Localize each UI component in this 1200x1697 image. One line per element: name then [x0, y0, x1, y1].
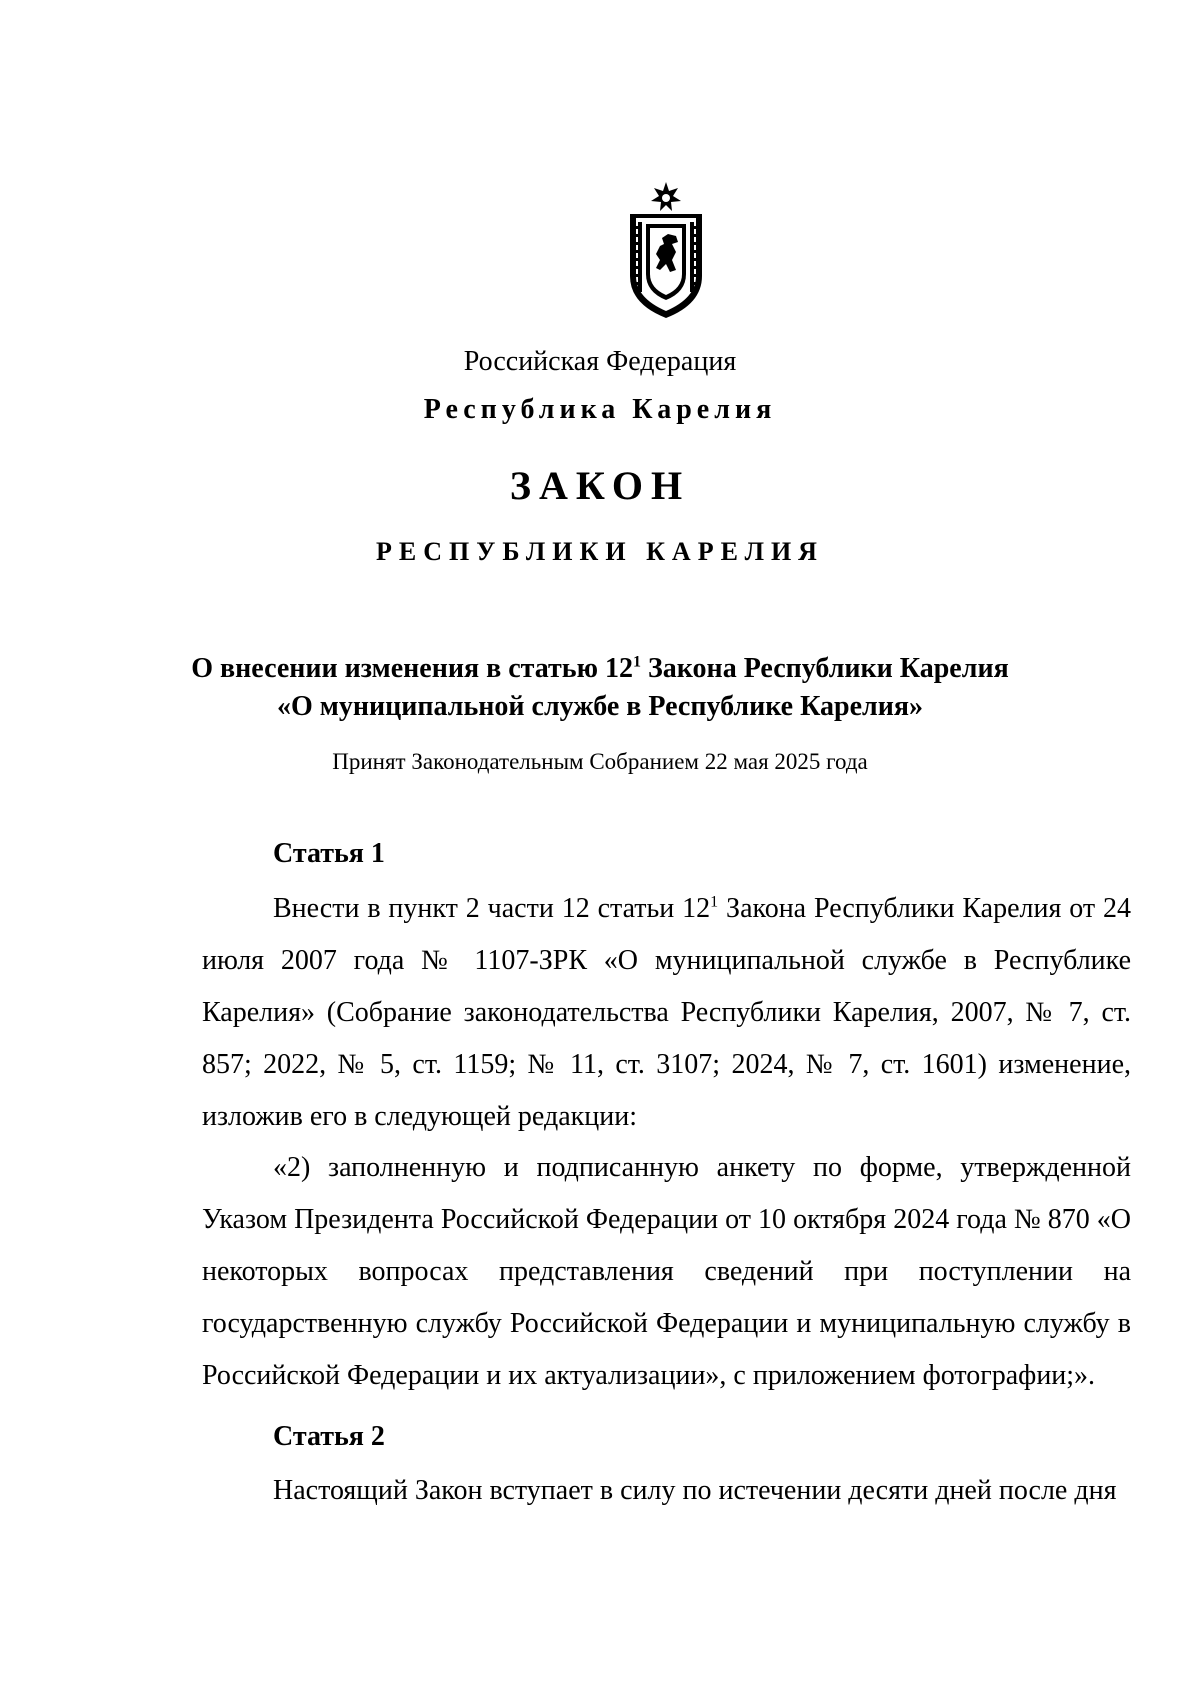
article-1-heading: Статья 1: [273, 838, 385, 869]
law-heading: ЗАКОН: [509, 463, 691, 508]
paragraph-superscript: 1: [710, 893, 719, 911]
title-text-start: О внесении изменения в статью 12: [191, 653, 634, 684]
law-subheading: РЕСПУБЛИКИ КАРЕЛИЯ: [376, 537, 824, 566]
country-name: Российская Федерация: [463, 346, 737, 377]
article-2-paragraph-1: Настоящий Закон вступает в силу по истечении десяти дней после дня: [273, 1475, 1117, 1506]
title-text-end: Закона Республики Карелия: [641, 653, 1009, 684]
paragraph-text-end: Закона Республики Карелия от 24 июля 2007 года № 1107-ЗРК «О муниципальной службе в Республике Карелия» (Собрание законодательства Республики Карелия, 2007, № 7, ст. 857; 2022, № 5, ст. 1159; № 11, ст. 3107; 2024, № 7, ст. 1601) изменение, изложив его в следующей редакции:: [202, 893, 1131, 1132]
article-1-paragraph-1: [202, 883, 1131, 1143]
karelia-coat-of-arms-icon: [620, 180, 712, 322]
document-title: [0, 650, 1200, 726]
adoption-note: Принят Законодательным Собранием 22 мая 2025 года: [332, 749, 868, 774]
republic-name: Республика Карелия: [423, 394, 777, 425]
document-title-line-2: «О муниципальной службе в Республике Карелия»: [276, 691, 924, 722]
article-2-heading: Статья 2: [273, 1421, 385, 1452]
document-title-line-1: [0, 650, 1200, 688]
article-1-paragraph-2: «2) заполненную и подписанную анкету по форме, утвержденной Указом Президента Российской Федерации от 10 октября 2024 года № 870 «О некоторых вопросах представления сведений при поступлении на государственную службу Российской Федерации и муниципальную службу в Российской Федерации и их актуализации», с приложением фотографии;».: [202, 1152, 1131, 1391]
paragraph-text-start: Внести в пункт 2 части 12 статьи 12: [273, 893, 711, 924]
title-superscript: 1: [633, 653, 642, 671]
